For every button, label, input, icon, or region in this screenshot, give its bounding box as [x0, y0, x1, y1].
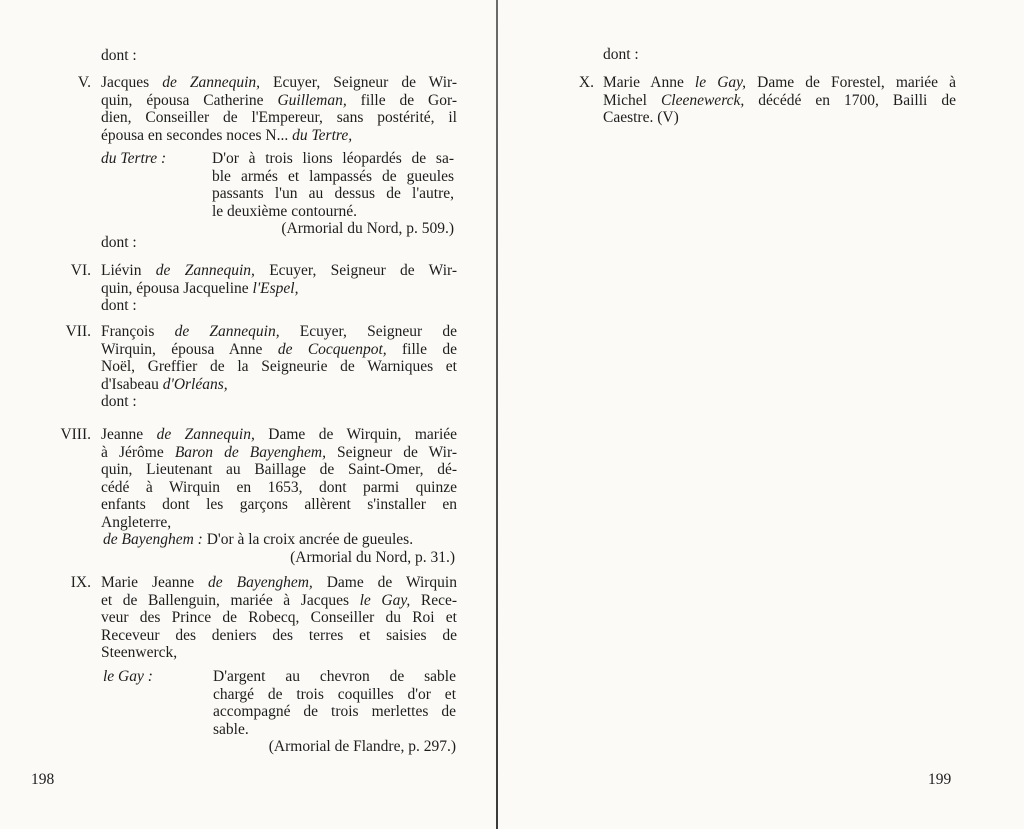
- arms-du-tertre-line-3: passants l'un au dessus de l'autre,: [212, 185, 454, 202]
- entry-ix-line-3: veur des Prince de Robecq, Conseiller du Roi et: [101, 609, 457, 626]
- entry-ix-line-1: Marie Jeanne de Bayenghem, Dame de Wirquin: [101, 574, 457, 591]
- entry-v-body: [101, 74, 457, 144]
- entry-numeral-v: V.: [77, 74, 91, 91]
- entry-viii-line-5: enfants dont les garçons allèrent s'installer en: [101, 496, 457, 513]
- entry-numeral-vii: VII.: [65, 323, 91, 340]
- entry-vii-body: [101, 323, 457, 411]
- entry-vi-line-1: Liévin de Zannequin, Ecuyer, Seigneur de Wir-: [101, 262, 458, 279]
- entry-vi-line-2: quin, épousa Jacqueline l'Espel,: [101, 279, 299, 297]
- arms-le-gay-reference: (Armorial de Flandre, p. 297.): [268, 738, 456, 755]
- entry-ix-line-2: et de Ballenguin, mariée à Jacques le Gay, Rece-: [101, 591, 457, 609]
- entry-vii-line-5: dont :: [101, 393, 137, 410]
- left-page: [0, 0, 496, 829]
- entry-x-line-1: Marie Anne le Gay, Dame de Forestel, mariée à: [603, 74, 956, 91]
- dont-text: dont :: [101, 47, 137, 64]
- page-number-right: 199: [928, 771, 952, 788]
- arms-du-tertre-line-1: D'or à trois lions léopardés de sa-: [212, 150, 454, 167]
- arms-le-gay-line-2: chargé de trois coquilles d'or et: [213, 685, 456, 703]
- arms-bayenghem-text: D'or à la croix ancrée de gueules.: [206, 531, 414, 548]
- dont-line: [101, 47, 137, 65]
- arms-bayenghem-reference: (Armorial du Nord, p. 31.): [290, 548, 455, 566]
- entry-v-line-3: dien, Conseiller de l'Empereur, sans postérité, il: [101, 109, 457, 126]
- arms-label-le-gay: le Gay :: [103, 668, 153, 685]
- entry-vi-line-3: dont :: [101, 297, 137, 314]
- entry-v-line-2: quin, épousa Catherine Guilleman, fille de Gor-: [101, 91, 457, 109]
- arms-du-tertre-reference: (Armorial du Nord, p. 509.): [281, 220, 454, 237]
- entry-numeral-x: X.: [578, 74, 594, 91]
- arms-label-du-tertre: du Tertre :: [101, 150, 167, 167]
- arms-du-tertre-line-4: le deuxième contourné.: [212, 202, 358, 220]
- arms-label-bayenghem: de Bayenghem :: [103, 531, 203, 548]
- entry-numeral-viii: VIII.: [60, 426, 91, 443]
- entry-vii-line-1: François de Zannequin, Ecuyer, Seigneur de: [101, 323, 458, 340]
- arms-le-gay-line-1: D'argent au chevron de sable: [213, 668, 456, 685]
- arms-du-tertre-line-2: ble armés et lampassés de gueules: [212, 167, 454, 185]
- right-page: [498, 0, 1024, 829]
- dont-line-right: [603, 46, 639, 64]
- entry-viii-line-4: cédé à Wirquin en 1653, dont parmi quinze: [101, 478, 457, 496]
- entry-ix-line-5: Steenwerck,: [101, 644, 178, 661]
- entry-viii-line-1: Jeanne de Zannequin, Dame de Wirquin, mariée: [101, 426, 458, 443]
- entry-x-line-2: Michel Cleenewerck, décédé en 1700, Bailli de: [603, 91, 956, 109]
- entry-numeral-vi: VI.: [70, 262, 91, 279]
- arms-le-gay: [213, 668, 456, 756]
- entry-ix-body: [101, 574, 457, 662]
- arms-du-tertre: [212, 150, 454, 238]
- entry-vii-line-2: Wirquin, épousa Anne de Cocquenpot, fille de: [101, 340, 457, 358]
- entry-viii-line-2: à Jérôme Baron de Bayenghem, Seigneur de Wir-: [101, 443, 457, 461]
- entry-viii-line-3: quin, Lieutenant au Baillage de Saint-Omer, dé-: [101, 461, 457, 478]
- entry-vi-body: [101, 262, 457, 315]
- entry-vii-line-4: d'Isabeau d'Orléans,: [101, 375, 228, 393]
- entry-x-body: [603, 74, 956, 127]
- entry-v-line-4: épousa en secondes noces N... du Tertre,: [101, 126, 353, 144]
- entry-v-line-1: Jacques de Zannequin, Ecuyer, Seigneur de Wir-: [101, 74, 458, 91]
- page-number-left: 198: [31, 771, 55, 788]
- entry-viii-body: [101, 426, 457, 531]
- entry-v-dont: dont :: [101, 234, 137, 251]
- entry-numeral-ix: IX.: [70, 574, 91, 591]
- arms-le-gay-line-3: accompagné de trois merlettes de: [213, 703, 456, 720]
- entry-viii-line-6: Angleterre,: [101, 513, 172, 531]
- arms-le-gay-line-4: sable.: [213, 720, 249, 738]
- entry-ix-line-4: Receveur des deniers des terres et saisies de: [101, 626, 457, 644]
- arms-bayenghem: [103, 531, 455, 566]
- dont-text-right: dont :: [603, 46, 639, 63]
- entry-vii-line-3: Noël, Greffier de la Seigneurie de Warniques et: [101, 358, 457, 375]
- entry-x-line-3: Caestre. (V): [603, 109, 679, 126]
